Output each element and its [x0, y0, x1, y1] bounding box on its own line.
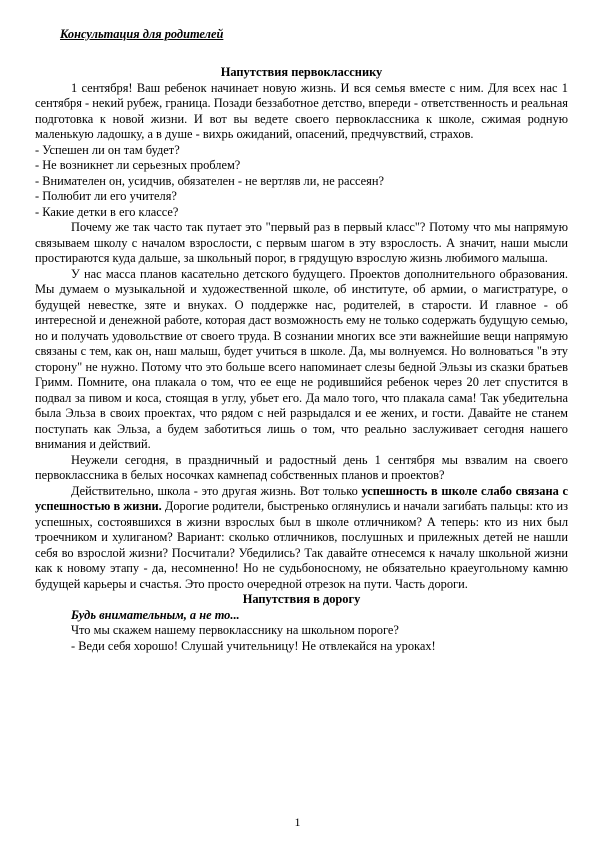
question-5: - Какие детки в его классе? [35, 204, 179, 219]
paragraph-why-worry: Почему же так часто так путает это "первый раз в первый класс"? Потому что мы напрямую связываем школу с началом взрослости, с первым шагом в эту взрослость. А значит, наши мысли простираются куда дальше, за школьный порог, в грядущую взрослую жизнь любимого малыша. [35, 220, 568, 265]
consultation-heading: Консультация для родителей [60, 27, 224, 41]
question-4: - Полюбит ли его учителя? [35, 189, 177, 203]
question-1: - Успешен ли он там будет? [35, 142, 180, 157]
intro-paragraph: 1 сентября! Ваш ребенок начинает новую жизнь. И вся семья вместе с ним. Для всех нас 1 сентября - некий рубеж, граница. Позади беззаботное детство, впереди - ответственность и реальная подготовка к новой жизни. И вот вы ведете своего первоклассника к школе, сжимая родную маленькую ладошку, а в душе - вихрь ожиданий, опасений, предчувствий, страхов. [35, 80, 568, 141]
school-life-rest: Дорогие родители, быстренько оглянулись и начали загибать пальцы: кто из успешных, состоявшихся в жизни взрослых был в школе отличником? А теперь: кто из них был троечником и хулиганом? Вариант: сколько отличников, послушных и прилежных детей не нашли себя во взрослой жизни? Посчитали? Убедились? Так давайте отнесемся к началу школьной жизни как к новому этапу - да, несомненно! Но не судьбоносному, не обязательно краеугольному камню будущей карьеры и счастья. Это просто очередной отрезок на пути. Часть дороги. [35, 499, 568, 591]
paragraph-school-life [35, 484, 568, 593]
line-behave: - Веди себя хорошо! Слушай учительницу! Не отвлекайся на уроках! [71, 638, 436, 653]
section-title-road: Напутствия в дорогу [242, 592, 361, 606]
section-title-first-grader: Напутствия первокласснику [220, 65, 383, 79]
question-3: - Внимателен он, усидчив, обязателен - не вертляв ли, не рассеян? [35, 173, 384, 188]
school-life-intro: Действительно, школа - это другая жизнь. Вот только [71, 483, 362, 498]
line-school-threshold: Что мы скажем нашему первокласснику на школьном пороге? [71, 623, 399, 637]
page-number: 1 [294, 815, 301, 829]
document-body [35, 65, 568, 654]
subtitle-attentive: Будь внимательным, а не то... [71, 607, 240, 622]
paragraph-plans: У нас масса планов касательно детского будущего. Проектов дополнительного образования. Мы думаем о музыкальной и художественной школе, об институте, об армии, о магистратуре, о будущей невестке, зяте и внуках. О поддержке нас, родителей, в старости. И главное - об интересной и денежной работе, которая даст возможность ему не только содержать будущую семью, но и получать удовольствие от своего труда. В сознании многих все эти важнейшие вещи напрямую связаны с тем, как он, наш малыш, будет учиться в школе. Да, мы волнуемся. Но волноваться "в эту сторону" не нужно. Потому что это больше всего напоминает слезы бедной Эльзы из сказки братьев Гримм. Помните, она плакала о том, что ее еще не родившийся ребенок через 20 лет спустится в подвал за пивом и коса, стоящая в углу, убьет его. Да мало того, что плакала сама! Так убедительна была Эльза в своих проектах, что рядом с ней разрыдался и ее жених, и гости. Давайте не станем поступать как Эльза, а будем заботиться лишь о том, что реально заслуживает сегодня нашего внимания и действий. [35, 266, 568, 451]
school-life-emphasis: успешность в школе слабо связана с успешностью в жизни. [35, 483, 568, 513]
question-2: - Не возникнет ли серьезных проблем? [35, 158, 241, 172]
paragraph-today: Неужели сегодня, в праздничный и радостный день 1 сентября мы взвалим на своего первоклассника в белых носочках камнепад собственных планов и проектов? [35, 452, 568, 482]
